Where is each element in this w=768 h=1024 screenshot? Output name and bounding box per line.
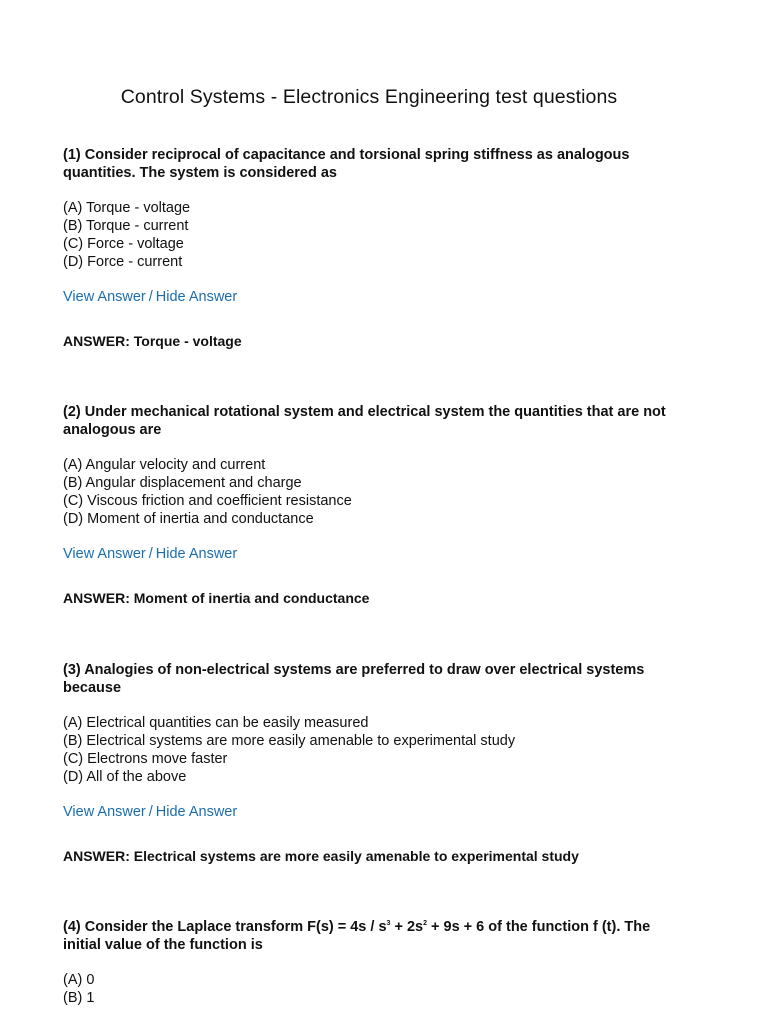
question-text-line: because [63, 680, 122, 696]
view-answer-link[interactable]: View Answer [63, 546, 146, 562]
option-b: (B) Electrical systems are more easily amenable to experimental study [63, 733, 516, 749]
view-answer-link[interactable]: View Answer [63, 289, 146, 305]
question-text [63, 661, 703, 697]
option-a: (A) Angular velocity and current [63, 457, 266, 473]
link-separator: / [148, 289, 153, 305]
options-list [63, 971, 703, 1007]
option-b: (B) Torque - current [63, 218, 189, 234]
answer-toggle [63, 288, 703, 332]
question-text-line: (3) Analogies of non-electrical systems are preferred to draw over electrical systems [63, 662, 645, 678]
option-a: (A) Torque - voltage [63, 200, 191, 216]
option-c: (C) Viscous friction and coefficient resistance [63, 493, 352, 509]
options-list [63, 714, 703, 786]
answer-text: ANSWER: Electrical systems are more easily amenable to experimental study [63, 848, 579, 864]
option-c: (C) Force - voltage [63, 236, 184, 252]
question-text-part: + 2s [390, 919, 424, 935]
question-2 [63, 403, 703, 607]
options-list [63, 199, 703, 271]
option-b: (B) Angular displacement and charge [63, 475, 302, 491]
option-a: (A) Electrical quantities can be easily measured [63, 715, 369, 731]
exponent: 3 [386, 920, 391, 928]
question-text-part: + 9s + 6 of the function f (t). The [427, 919, 651, 935]
question-text-line [63, 918, 703, 936]
question-text-part: (4) Consider the Laplace transform F(s) = 4s / s [63, 919, 387, 935]
option-b: (B) 1 [63, 990, 95, 1006]
question-text-line: initial value of the function is [63, 937, 263, 953]
question-text-line: quantities. The system is considered as [63, 165, 337, 181]
page-title: Control Systems - Electronics Engineering test questions [120, 86, 618, 108]
answer-toggle [63, 545, 703, 589]
link-separator: / [148, 804, 153, 820]
question-text-line: (2) Under mechanical rotational system and electrical system the quantities that are not [63, 404, 666, 420]
view-answer-link[interactable]: View Answer [63, 804, 146, 820]
option-d: (D) Force - current [63, 254, 183, 270]
options-list [63, 456, 703, 528]
option-d: (D) Moment of inertia and conductance [63, 511, 314, 527]
question-4 [63, 918, 703, 1024]
answer-text: ANSWER: Torque - voltage [63, 333, 242, 349]
question-text-line: (1) Consider reciprocal of capacitance and torsional spring stiffness as analogous [63, 147, 630, 163]
option-d: (D) All of the above [63, 769, 187, 785]
answer-toggle [63, 803, 703, 847]
option-c: (C) Electrons move faster [63, 751, 228, 767]
option-a: (A) 0 [63, 972, 95, 988]
question-3 [63, 661, 703, 865]
link-separator: / [148, 546, 153, 562]
hide-answer-link[interactable]: Hide Answer [155, 289, 238, 305]
question-text-line: analogous are [63, 422, 162, 438]
hide-answer-link[interactable]: Hide Answer [155, 804, 238, 820]
answer-text: ANSWER: Moment of inertia and conductance [63, 590, 370, 606]
question-text [63, 918, 703, 954]
question-text [63, 146, 703, 182]
question-text [63, 403, 703, 439]
hide-answer-link[interactable]: Hide Answer [155, 546, 238, 562]
question-1 [63, 146, 703, 350]
exponent: 2 [423, 920, 427, 928]
